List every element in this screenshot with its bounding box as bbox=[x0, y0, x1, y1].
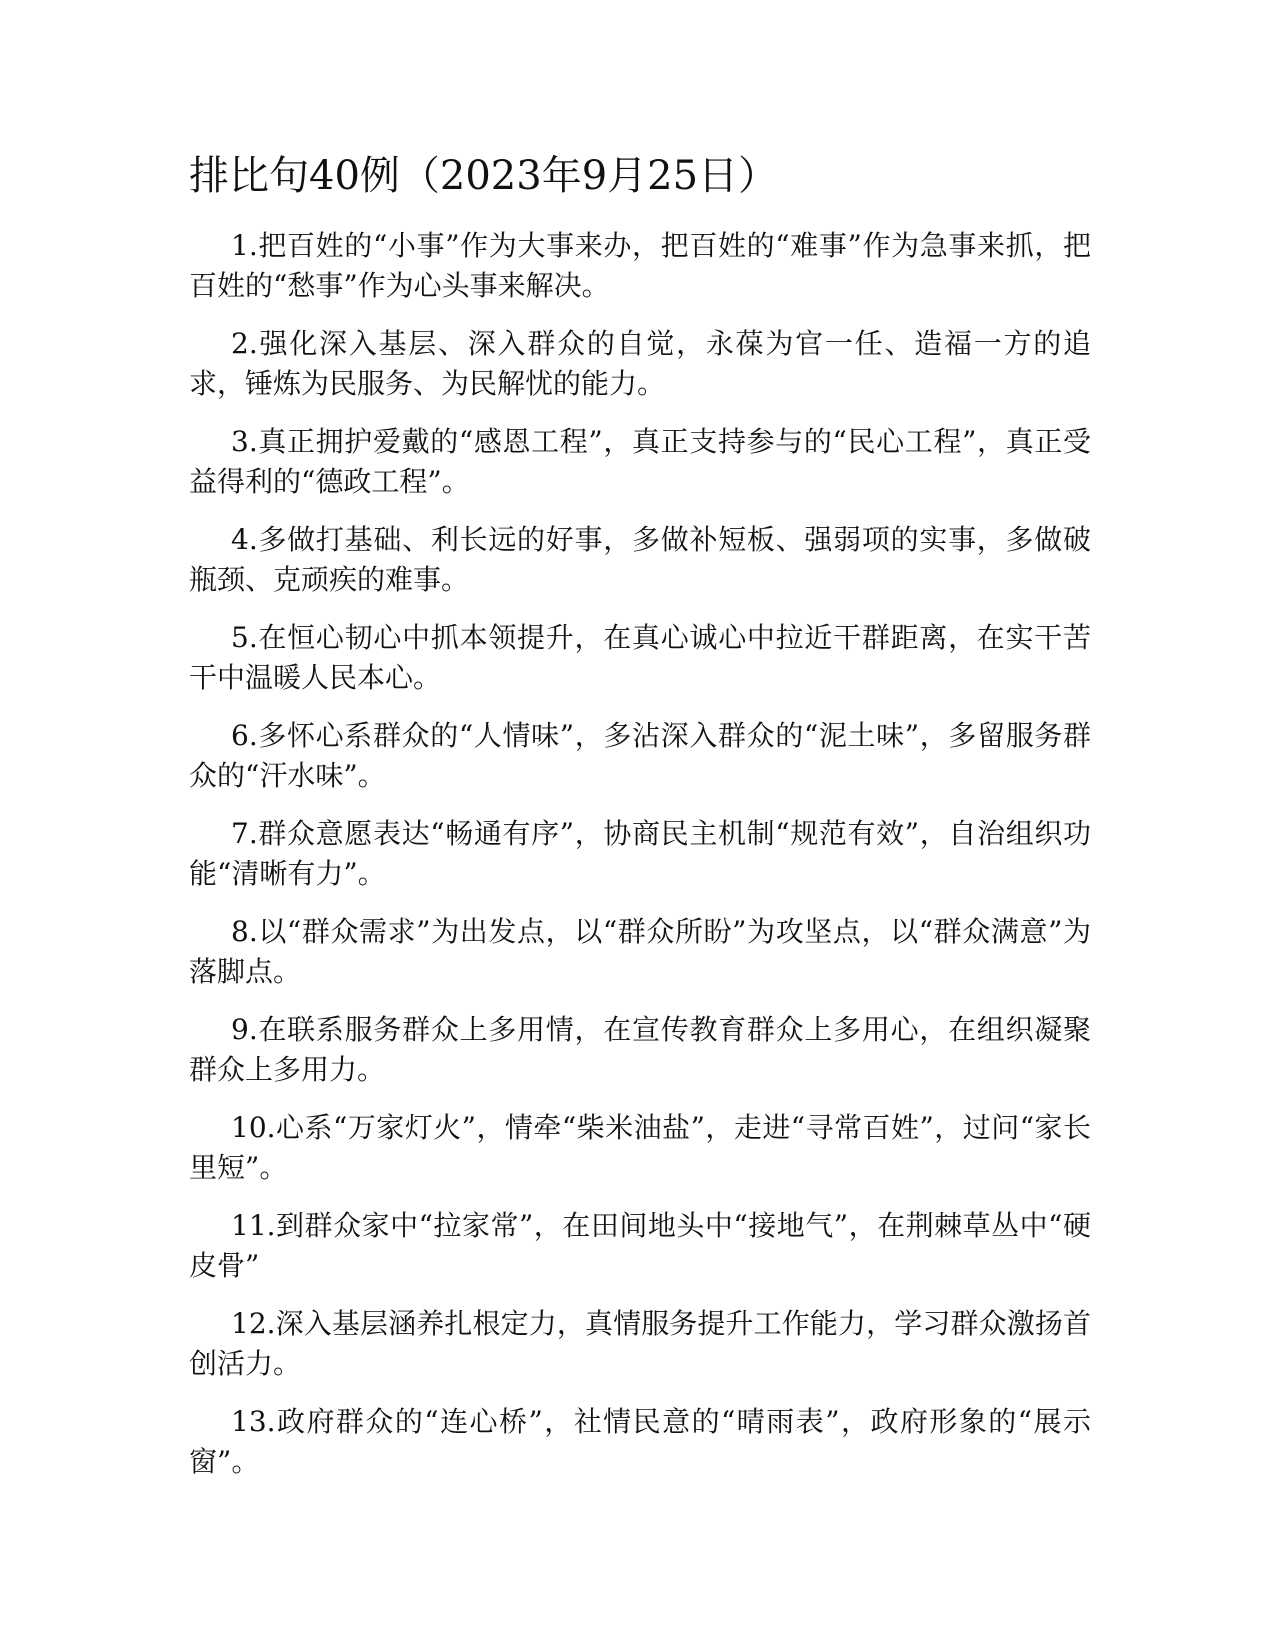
list-item: 7.群众意愿表达“畅通有序”，协商民主机制“规范有效”，自治组织功能“清晰有力”。 bbox=[189, 817, 1091, 890]
list-item: 12.深入基层涵养扎根定力，真情服务提升工作能力，学习群众激扬首创活力。 bbox=[189, 1307, 1091, 1380]
list-item: 6.多怀心系群众的“人情味”，多沾深入群众的“泥土味”，多留服务群众的“汗水味”。 bbox=[189, 719, 1091, 792]
list-item: 3.真正拥护爱戴的“感恩工程”，真正支持参与的“民心工程”，真正受益得利的“德政工程”。 bbox=[189, 425, 1091, 498]
list-item: 5.在恒心韧心中抓本领提升，在真心诚心中拉近干群距离，在实干苦干中温暖人民本心。 bbox=[189, 621, 1091, 694]
list-item: 2.强化深入基层、深入群众的自觉，永葆为官一任、造福一方的追求，锤炼为民服务、为民解忧的能力。 bbox=[189, 327, 1091, 400]
list-item: 4.多做打基础、利长远的好事，多做补短板、强弱项的实事，多做破瓶颈、克顽疾的难事。 bbox=[189, 523, 1091, 596]
list-item: 10.心系“万家灯火”，情牵“柴米油盐”，走进“寻常百姓”，过问“家长里短”。 bbox=[189, 1111, 1091, 1184]
list-item: 9.在联系服务群众上多用情，在宣传教育群众上多用心，在组织凝聚群众上多用力。 bbox=[189, 1013, 1091, 1086]
list-item: 8.以“群众需求”为出发点，以“群众所盼”为攻坚点，以“群众满意”为落脚点。 bbox=[189, 915, 1091, 988]
list-item: 11.到群众家中“拉家常”，在田间地头中“接地气”，在荆棘草丛中“硬皮骨” bbox=[189, 1209, 1091, 1282]
list-item: 1.把百姓的“小事”作为大事来办，把百姓的“难事”作为急事来抓，把百姓的“愁事”作为心头事来解决。 bbox=[189, 229, 1091, 302]
list-item: 13.政府群众的“连心桥”，社情民意的“晴雨表”，政府形象的“展示窗”。 bbox=[189, 1405, 1091, 1478]
document-content bbox=[189, 148, 1091, 1500]
document-title: 排比句40例（2023年9月25日） bbox=[189, 153, 779, 199]
